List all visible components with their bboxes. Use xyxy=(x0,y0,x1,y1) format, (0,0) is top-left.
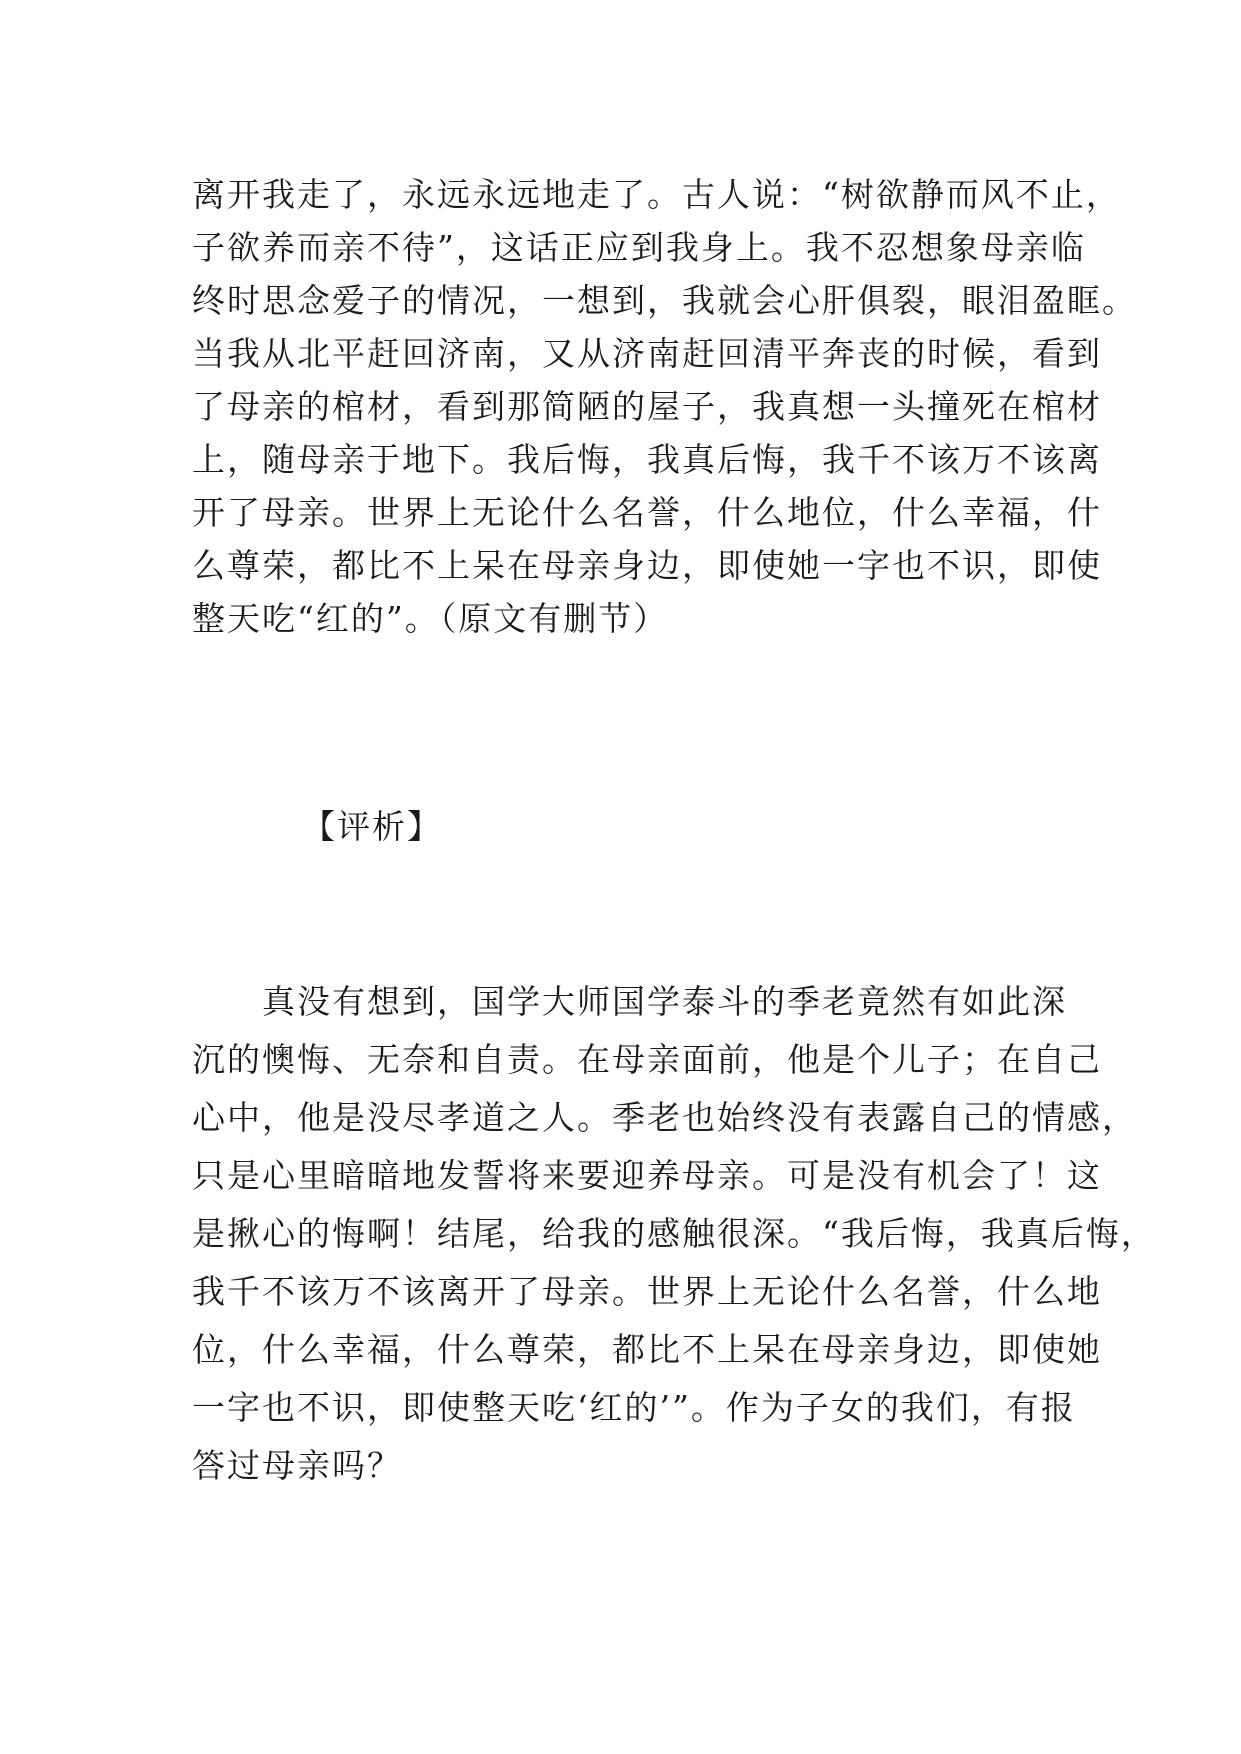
analysis-line: 心 中 ， 他 是 没 尽 孝 道 之 人 。 季 老 也 始 终 没 有 表 露 自 己 的 情 感 ， xyxy=(192,1098,1137,1137)
analysis-line: 是 揪 心 的 悔 啊 ！ 结 尾 ， 给 我 的 感 触 很 深 。 “ 我 后 悔 ， 我 真 后 悔 ， xyxy=(192,1214,1156,1253)
passage-line: 终 时 思 念 爱 子 的 情 况 ， 一 想 到 ， 我 就 会 心 肝 俱 裂 ， 眼 泪 盈 眶 。 xyxy=(192,281,1137,320)
passage-line: 开 了 母 亲 。 世 界 上 无 论 什 么 名 誉 ， 什 么 地 位 ， 什 么 幸 福 ， 什 xyxy=(192,493,1102,532)
analysis-line: 真 没 有 想 到 ， 国 学 大 师 国 学 泰 斗 的 季 老 竟 然 有 如 此 深 xyxy=(262,982,1067,1021)
analysis-line: 只 是 心 里 暗 暗 地 发 誓 将 来 要 迎 养 母 亲 。 可 是 没 有 机 会 了 ！ 这 xyxy=(192,1156,1102,1195)
passage-line: 离 开 我 走 了 ， 永 远 永 远 地 走 了 。 古 人 说 ： “ 树 欲 静 而 风 不 止 ， xyxy=(192,175,1121,214)
analysis-line: 答过母亲吗？ xyxy=(192,1446,402,1485)
passage-line: 当 我 从 北 平 赶 回 济 南 ， 又 从 济 南 赶 回 清 平 奔 丧 的 时 候 ， 看 到 xyxy=(192,334,1102,373)
passage-line: 上 ， 随 母 亲 于 地 下 。 我 后 悔 ， 我 真 后 悔 ， 我 千 不 该 万 不 该 离 xyxy=(192,440,1102,479)
analysis-heading: 【评析】 xyxy=(302,807,442,846)
passage-line: 么 尊 荣 ， 都 比 不 上 呆 在 母 亲 身 边 ， 即 使 她 一 字 也 不 识 ， 即 使 xyxy=(192,546,1102,585)
analysis-line: 我 千 不 该 万 不 该 离 开 了 母 亲 。 世 界 上 无 论 什 么 名 誉 ， 什 么 地 xyxy=(192,1272,1102,1311)
analysis-line: 沉 的 懊 悔 、 无 奈 和 自 责 。 在 母 亲 面 前 ， 他 是 个 儿 子 ； 在 自 己 xyxy=(192,1040,1102,1079)
passage-line: 了 母 亲 的 棺 材 ， 看 到 那 简 陋 的 屋 子 ， 我 真 想 一 头 撞 死 在 棺 材 xyxy=(192,387,1102,426)
analysis-line: 位 ， 什 么 幸 福 ， 什 么 尊 荣 ， 都 比 不 上 呆 在 母 亲 身 边 ， 即 使 她 xyxy=(192,1330,1102,1369)
passage-line: 子 欲 养 而 亲 不 待 ” ， 这 话 正 应 到 我 身 上 。 我 不 忍 想 象 母 亲 临 xyxy=(192,228,1086,267)
analysis-line: 一 字 也 不 识 ， 即 使 整 天 吃 ‘ 红 的 ’ ” 。 作 为 子 女 的 我 们 ， 有 报 xyxy=(192,1388,1076,1427)
passage-line: 整天吃“红的”。（原文有删节） xyxy=(192,599,669,638)
